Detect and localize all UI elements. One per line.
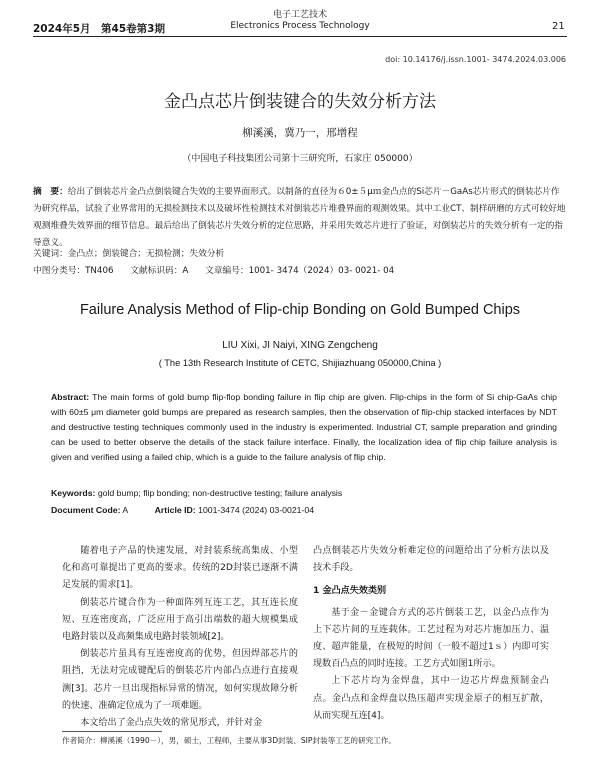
keywords-en-text: gold bump; flip bonding; non-destructive testing; failure analysis	[95, 488, 343, 498]
doi: doi: 10.14176/j.issn.1001- 3474.2024.03.006	[385, 55, 566, 64]
article-number-cn: 文章编号：1001- 3474（2024）03- 0021- 04	[205, 266, 395, 276]
abstract-cn-text: 给出了倒装芯片金凸点倒装键合失效的主要界面形式。以制备的直径为６0±５μｍ金凸点的Si芯片－GaAs芯片形式的倒装芯片作为研究样品，试验了业界常用的无损检测技术以及破坏性检测技术对倒装芯片堆叠界面的观测效果。其中工业CT、制样研磨的方式可较好地观测堆叠失效界面的细节信息。最后给出了倒装芯片失效分析的定位思路，并采用失效芯片进行了验证，对倒装芯片的失效分析有一定的指导意义。	[33, 187, 566, 248]
paper-title-cn: 金凸点芯片倒装键合的失效分析方法	[164, 92, 436, 112]
body-left-column	[62, 543, 298, 732]
article-id-label: Article ID:	[154, 505, 196, 515]
body-paragraph: 基于金－金键合方式的芯片倒装工艺，以金凸点作为上下芯片间的互连载体。工艺过程为对芯片施加压力、温度、超声能量，在极短的时间（一般不超过1ｓ）内即可实现数百凸点的同时连接。工艺方式如图1所示。	[313, 607, 549, 670]
abstract-en-label: Abstract:	[51, 392, 90, 402]
clc-number: 中图分类号：TN406	[33, 266, 114, 276]
keywords-cn-label: 关键词：	[33, 249, 68, 259]
body-paragraph: 本文给出了金凸点失效的常见形式，并针对金	[80, 718, 263, 729]
body-paragraph: 凸点倒装芯片失效分析难定位的问题给出了分析方法以及技术手段。	[313, 546, 549, 574]
article-id-value: 1001-3474 (2024) 03-0021-04	[195, 505, 315, 515]
doc-code-value: A	[120, 505, 129, 515]
abstract-cn	[33, 184, 567, 252]
journal-title-cn: 电子工艺技术	[272, 10, 327, 20]
abstract-cn-label: 摘 要：	[33, 187, 68, 197]
keywords-en-label: Keywords:	[51, 488, 96, 498]
authors-cn: 柳溪溪，冀乃一，邢增程	[242, 127, 358, 139]
journal-title-en: Electronics Process Technology	[230, 21, 370, 31]
author-footnote: 作者简介：柳溪溪（1990－），男，硕士，工程师，主要从事3D封装、SIP封装等工艺的研究工作。	[62, 736, 396, 745]
abstract-en	[51, 390, 557, 465]
page-number: 21	[552, 21, 565, 32]
keywords-cn	[33, 247, 567, 259]
body-paragraph: 倒装芯片键合作为一种面阵列互连工艺，其互连长度短、互连密度高，广泛应用于高引出端数的超大规模集成电路封装以及高频集成电路封装领域[2]。	[62, 597, 298, 643]
classification-cn	[33, 264, 567, 276]
keywords-en	[51, 488, 557, 498]
header-rule	[33, 36, 567, 37]
paper-title-en: Failure Analysis Method of Flip-chip Bonding on Gold Bumped Chips	[79, 302, 521, 318]
affiliation-cn: （中国电子科技集团公司第十三研究所，石家庄 050000）	[182, 154, 418, 164]
keywords-cn-text: 金凸点；倒装键合；无损检测；失效分析	[67, 249, 225, 259]
abstract-en-text: The main forms of gold bump flip-flop bonding failure in flip chip are given. Flip-chips in the form of Si chip-GaAs chip with 60±5 μm diameter gold bumps are prepared as research samples, then the observation of flip-chip stacked interfaces by NDT and destructive testing techniques commonly used in the industry is experimented. Industrial CT, sample preparation and grinding can be used to better observe the details of the stack failure interface. Finally, the localization idea of flip chip failure analysis is given and verified using a failed chip, which is a guide to the failure analysis of flip chip.	[51, 392, 557, 462]
body-paragraph: 上下芯片均为金焊盘，其中一边芯片焊盘预制金凸点。金凸点和金焊盘以热压超声实现金原子的相互扩散，从而实现互连[4]。	[313, 676, 549, 721]
body-right-column	[313, 543, 549, 725]
body-paragraph: 倒装芯片虽具有互连密度高的优势，但因焊部芯片的阻挡，无法对完成键配后的倒装芯片内部凸点进行直接观测[3]。芯片一旦出现指标异常的情况，如何实现故障分析的快速、准确定位成为了一项难题。	[62, 649, 298, 711]
doc-code-label: Document Code:	[51, 505, 121, 515]
footnote-rule	[62, 731, 162, 732]
authors-en: LIU Xixi, JI Naiyi, XING Zengcheng	[222, 340, 378, 351]
document-code-en	[51, 505, 557, 515]
section-heading: 1 金凸点失效类别	[313, 586, 387, 597]
issue-info: 2024年5月 第45卷第3期	[33, 23, 165, 35]
affiliation-en: ( The 13th Research Institute of CETC, Shijiazhuang 050000,China )	[158, 358, 442, 368]
document-code-cn: 文献标识码：A	[130, 266, 189, 276]
body-paragraph: 随着电子产品的快速发展，对封装系统高集成、小型化和高可靠提出了更高的要求。传统的2D封装已逐渐不满足发展的需求[1]。	[62, 546, 298, 591]
